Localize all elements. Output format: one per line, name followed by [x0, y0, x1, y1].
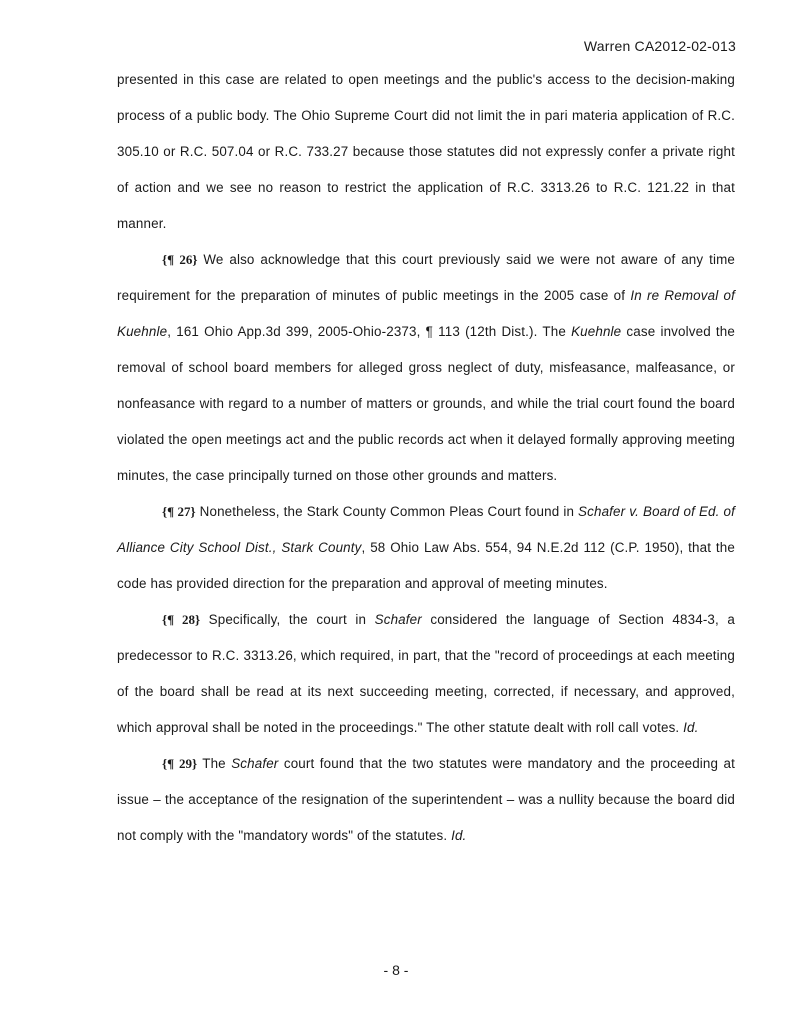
case-citation: Schafer	[374, 612, 422, 627]
paragraph-text: The	[197, 756, 232, 771]
paragraph-text: , 161 Ohio App.3d 399, 2005-Ohio-2373, ¶ 113 (12th Dist.). The	[167, 324, 572, 339]
paragraph-text: case involved the removal of school board members for alleged gross neglect of duty, misfeasance, malfeasance, or nonfeasance with regard to a number of matters or grounds, and while the trial court found the board violated the open meetings act and the public records act when it delayed formally approving meeting minutes, the case principally turned on those other grounds and matters.	[117, 324, 735, 483]
paragraph-25-continued	[117, 62, 735, 242]
case-citation: Id.	[683, 720, 699, 735]
paragraph-text: court found that the two statutes were mandatory and the proceeding at issue – the acceptance of the resignation of the superintendent – was a nullity because the board did not comply with the "mandatory words" of the statutes.	[117, 756, 735, 843]
opinion-body	[117, 62, 735, 854]
paragraph-text: We also acknowledge that this court previously said we were not aware of any time requirement for the preparation of minutes of public meetings in the 2005 case of	[117, 252, 735, 303]
paragraph-text: presented in this case are related to open meetings and the public's access to the decision-making process of a public body. The Ohio Supreme Court did not limit the in pari materia application of R.C. 305.10 or R.C. 507.04 or R.C. 733.27 because those statutes did not expressly confer a private right of action and we see no reason to restrict the application of R.C. 3313.26 to R.C. 121.22 in that manner.	[117, 72, 735, 231]
paragraph-marker: {¶ 28}	[162, 612, 201, 627]
paragraph-marker: {¶ 29}	[162, 756, 198, 771]
paragraph-text: , 58 Ohio Law Abs. 554, 94 N.E.2d 112 (C.P. 1950), that the code has provided direction for the preparation and approval of meeting minutes.	[117, 540, 735, 591]
paragraph-27	[117, 494, 735, 602]
case-citation: In re Removal of Kuehnle	[117, 288, 735, 339]
paragraph-26	[117, 242, 735, 494]
case-citation: Id.	[451, 828, 467, 843]
paragraph-28	[117, 602, 735, 746]
paragraph-text: Nonetheless, the Stark County Common Pleas Court found in	[195, 504, 579, 519]
paragraph-29	[117, 746, 735, 854]
page-number: - 8 -	[383, 962, 409, 978]
case-citation: Kuehnle	[571, 324, 622, 339]
case-citation: Schafer v. Board of Ed. of Alliance City School Dist., Stark County	[117, 504, 735, 555]
case-citation: Schafer	[231, 756, 279, 771]
paragraph-text: considered the language of Section 4834-3, a predecessor to R.C. 3313.26, which required, in part, that the "record of proceedings at each meeting of the board shall be read at its next succeeding meeting, corrected, if necessary, and approved, which approval shall be noted in the proceedings." The other statute dealt with roll call votes.	[117, 612, 735, 735]
case-number-header: Warren CA2012-02-013	[583, 38, 736, 54]
paragraph-marker: {¶ 27}	[162, 504, 196, 519]
paragraph-marker: {¶ 26}	[162, 252, 198, 267]
paragraph-text: Specifically, the court in	[200, 612, 375, 627]
